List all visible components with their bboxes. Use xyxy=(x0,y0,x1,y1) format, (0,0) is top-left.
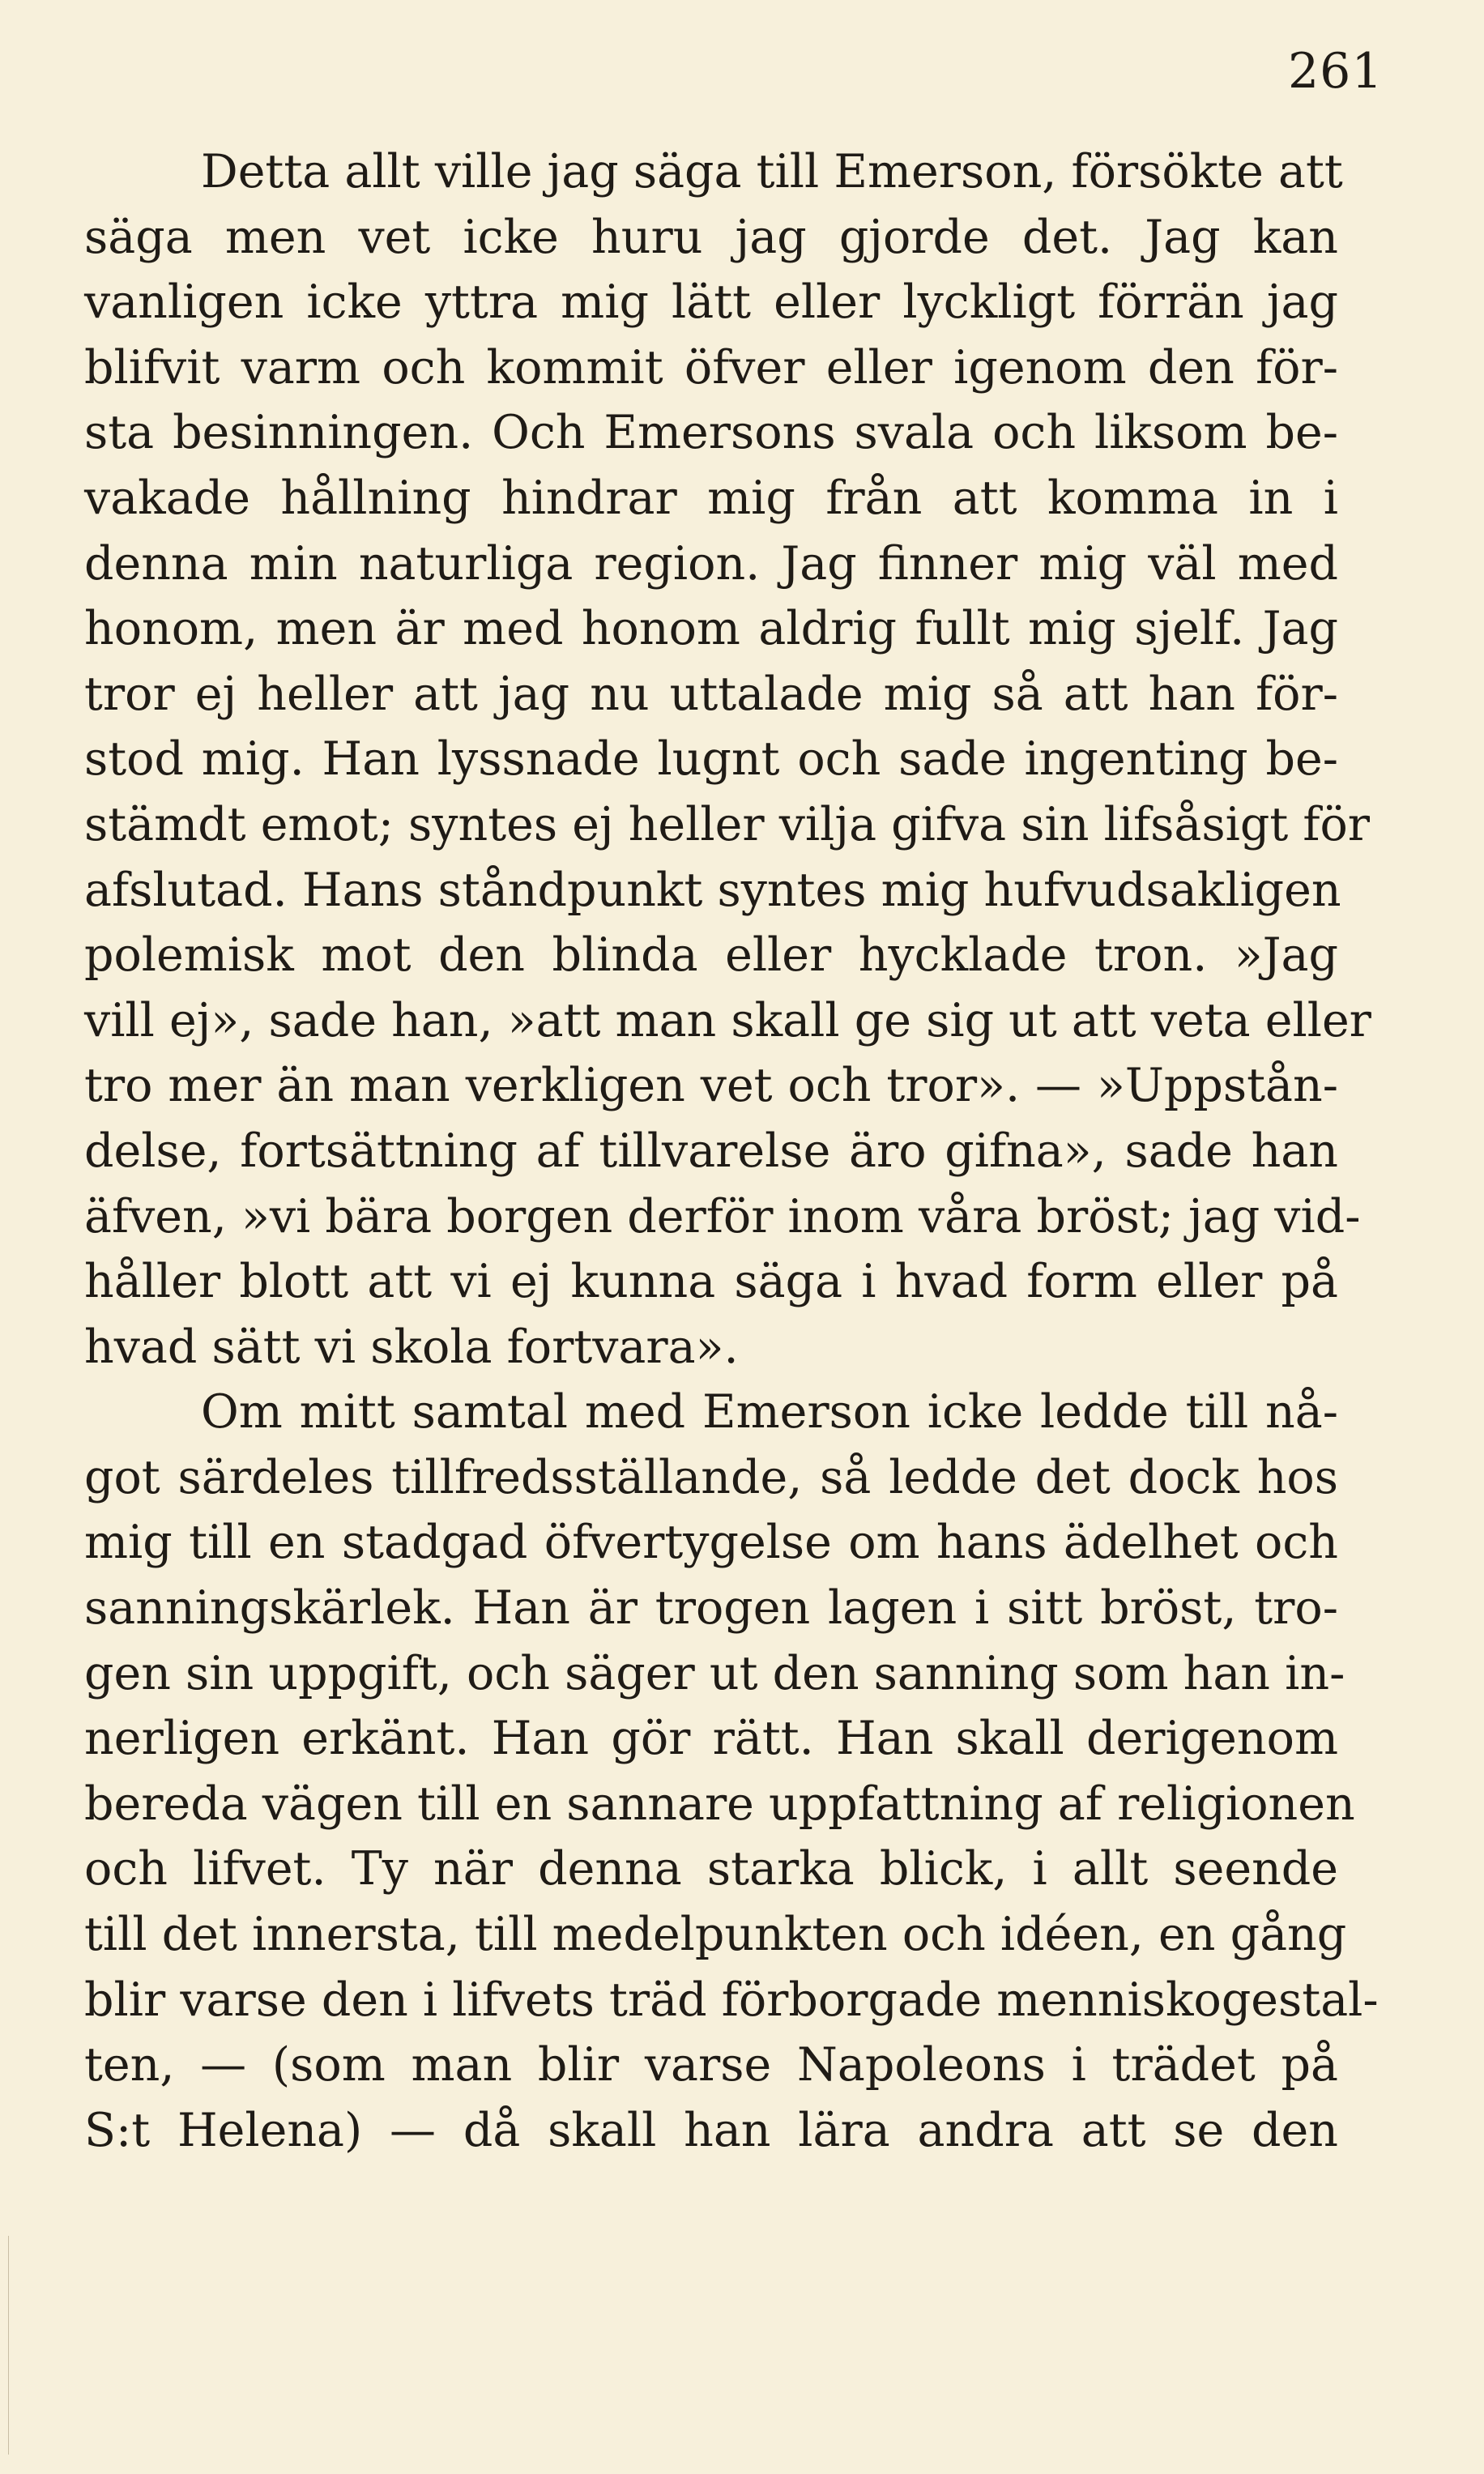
text-line: hvad sätt vi skola fortvara». xyxy=(84,1320,739,1374)
text-line: denna min naturliga region. Jag finner mig väl med xyxy=(84,536,1338,591)
text-line: vill ej», sade han, »att man skall ge sig ut att veta eller xyxy=(84,993,1371,1047)
text-line: vanligen icke yttra mig lätt eller lyckligt förrän jag xyxy=(84,275,1338,330)
page-number: 261 xyxy=(1288,43,1384,100)
text-line: sta besinningen. Och Emersons svala och liksom be- xyxy=(84,406,1338,460)
text-line: S:t Helena) — då skall han lära andra att se den xyxy=(84,2103,1338,2157)
text-line: gen sin uppgift, och säger ut den sanning som han in- xyxy=(84,1646,1345,1700)
text-line: ten, — (som man blir varse Napoleons i trädet på xyxy=(84,2038,1338,2092)
text-line: mig till en stadgad öfvertygelse om hans ädelhet och xyxy=(84,1516,1338,1570)
text-line: tro mer än man verkligen vet och tror». — »Uppstån- xyxy=(84,1059,1338,1113)
text-line: blifvit varm och kommit öfver eller igenom den för- xyxy=(84,340,1338,395)
text-line: blir varse den i lifvets träd förborgade menniskogestal- xyxy=(84,1973,1379,2027)
text-line: och lifvet. Ty när denna starka blick, i allt seende xyxy=(84,1842,1338,1896)
text-line: delse, fortsättning af tillvarelse äro gifna», sade han xyxy=(84,1124,1338,1178)
body-text xyxy=(84,139,1379,2163)
text-line: vakade hållning hindrar mig från att komma in i xyxy=(84,471,1338,525)
text-line: säga men vet icke huru jag gjorde det. Jag kan xyxy=(84,210,1338,264)
text-line: nerligen erkänt. Han gör rätt. Han skall derigenom xyxy=(84,1712,1338,1766)
text-line: afslutad. Hans ståndpunkt syntes mig hufvudsakligen xyxy=(84,863,1341,917)
text-line: stod mig. Han lyssnade lugnt och sade ingenting be- xyxy=(84,732,1338,787)
text-line: sanningskärlek. Han är trogen lagen i sitt bröst, tro- xyxy=(84,1581,1338,1636)
text-line: stämdt emot; syntes ej heller vilja gifva sin lifsåsigt för xyxy=(84,797,1371,851)
text-line: Om mitt samtal med Emerson icke ledde till nå- xyxy=(201,1385,1338,1440)
text-line: håller blott att vi ej kunna säga i hvad form eller på xyxy=(84,1255,1338,1309)
text-line: till det innersta, till medelpunkten och idéen, en gång xyxy=(84,1908,1347,1962)
text-line: got särdeles tillfredsställande, så ledde det dock hos xyxy=(84,1450,1338,1504)
text-line: polemisk mot den blinda eller hycklade tron. »Jag xyxy=(84,928,1338,983)
text-line: tror ej heller att jag nu uttalade mig så att han för- xyxy=(84,667,1338,721)
text-line: honom, men är med honom aldrig fullt mig sjelf. Jag xyxy=(84,602,1338,656)
margin-rule xyxy=(8,2236,9,2455)
text-line: Detta allt ville jag säga till Emerson, försökte att xyxy=(201,145,1343,198)
text-line: bereda vägen till en sannare uppfattning af religionen xyxy=(84,1777,1355,1831)
text-line: äfven, »vi bära borgen derför inom våra bröst; jag vid- xyxy=(84,1189,1361,1243)
